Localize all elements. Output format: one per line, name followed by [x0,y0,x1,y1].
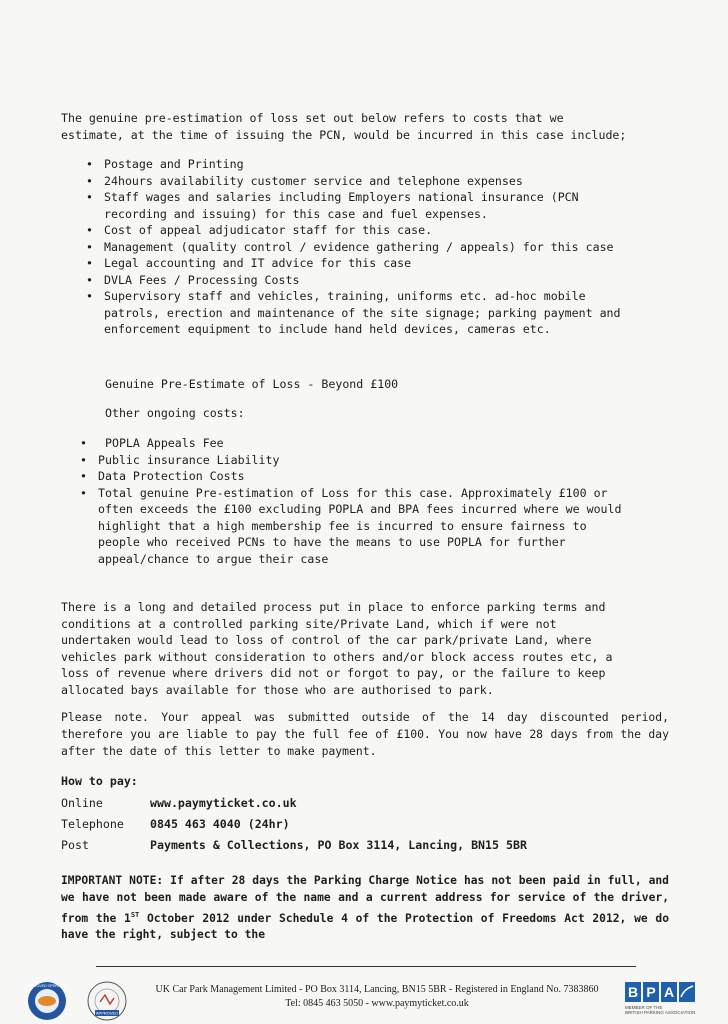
approved-operator-badge-icon [27,981,67,1021]
footer-contact-line: Tel: 0845 463 5050 - www.paymyticket.co.uk [285,998,469,1009]
pay-row-post [61,837,527,854]
other-costs-list [80,435,680,567]
important-note-suffix: October 2012 under Schedule 4 of the Protection of Freedoms Act 2012, we do have the right, subject to the [61,911,669,942]
intro-paragraph [61,110,673,143]
important-note [61,873,669,944]
list-item: • Legal accounting and IT advice for this case [86,255,686,272]
pay-phone-number: 0845 463 4040 (24hr) [150,817,290,831]
cost-items-list [86,156,686,338]
bpa-letter: B [625,982,641,1002]
process-paragraph: There is a long and detailed process put in place to enforce parking terms and conditions at a controlled parking site/Private Land, which if were not undertaken would lead to loss of control of the car park/private Land, where vehicles park without consideration to others and/or block access routes etc, a loss of revenue where drivers did not or forgot to pay, or the failure to keep allocated bays available for those who are authorised to park. [61,600,613,697]
footer-divider [96,966,636,967]
footer-company-line: UK Car Park Management Limited - PO Box 3114, Lancing, BN15 5BR - Registered in England No. 7383860 [155,984,599,995]
important-note-prefix: IMPORTANT NOTE: If after 28 days the Parking Charge Notice has not been paid in full, and we have not been made aware of the name and a current address for service of the driver, from the 1 [61,874,669,925]
pay-row-online [61,795,297,812]
list-item: • Postage and Printing [86,156,686,173]
list-item: • DVLA Fees / Processing Costs [86,272,686,289]
beyond-heading: Genuine Pre-Estimate of Loss - Beyond £100 [105,377,399,391]
list-item: • Data Protection Costs [80,468,680,485]
bpa-letter: P [643,982,659,1002]
badge-left-text: APPROVED OPERATOR [27,984,67,988]
approved-seal-icon [86,980,128,1022]
pay-label: Online [61,796,103,810]
other-costs-heading: Other ongoing costs: [105,406,245,420]
list-item: • Management (quality control / evidence gathering / appeals) for this case [86,239,686,256]
intro-line-2: estimate, at the time of issuing the PCN, would be incurred in this case include; [61,127,627,142]
pay-postal-address: Payments & Collections, PO Box 3114, Lancing, BN15 5BR [150,838,527,852]
list-item: • Supervisory staff and vehicles, training, uniforms etc. ad-hoc mobile patrols, erection and maintenance of the site signage; parking payment and enforcement equipment to include hand held devices, cameras etc. [86,288,686,338]
pay-label: Telephone [61,817,124,831]
list-item: • Cost of appeal adjudicator staff for this case. [86,222,686,239]
list-item: • Public insurance Liability [80,452,680,469]
list-item: • 24hours availability customer service and telephone expenses [86,173,686,190]
intro-line-1: The genuine pre-estimation of loss set out below refers to costs that we [61,111,564,125]
bpa-wave-icon [679,982,695,1002]
please-note-paragraph: Please note. Your appeal was submitted outside of the 14 day discounted period, therefore you are liable to pay the full fee of £100. You now have 28 days from the day after the date of this letter to make payment. [61,710,669,758]
pay-website-link[interactable]: www.paymyticket.co.uk [150,796,297,810]
date-superscript: ST [130,910,140,919]
pay-row-telephone [61,816,290,833]
list-item: • Total genuine Pre-estimation of Loss for this case. Approximately £100 or often exceeds the £100 excluding POPLA and BPA fees incurred where we would highlight that a high membership fee is incurred to ensure fairness to people who received PCNs to have the means to use POPLA for further appeal/chance to argue their case [80,485,680,568]
list-item: • POPLA Appeals Fee [80,435,680,452]
bpa-logo [625,982,695,1002]
how-to-pay-heading: How to pay: [61,774,138,788]
bpa-caption: MEMBER OF THE BRITISH PARKING ASSOCIATION [625,1005,696,1015]
pay-label: Post [61,838,89,852]
list-item: • Staff wages and salaries including Employers national insurance (PCN recording and issuing) for this case and fuel expenses. [86,189,686,222]
bpa-letter: A [661,982,677,1002]
badge-right-text: APPROVED [95,1010,119,1016]
